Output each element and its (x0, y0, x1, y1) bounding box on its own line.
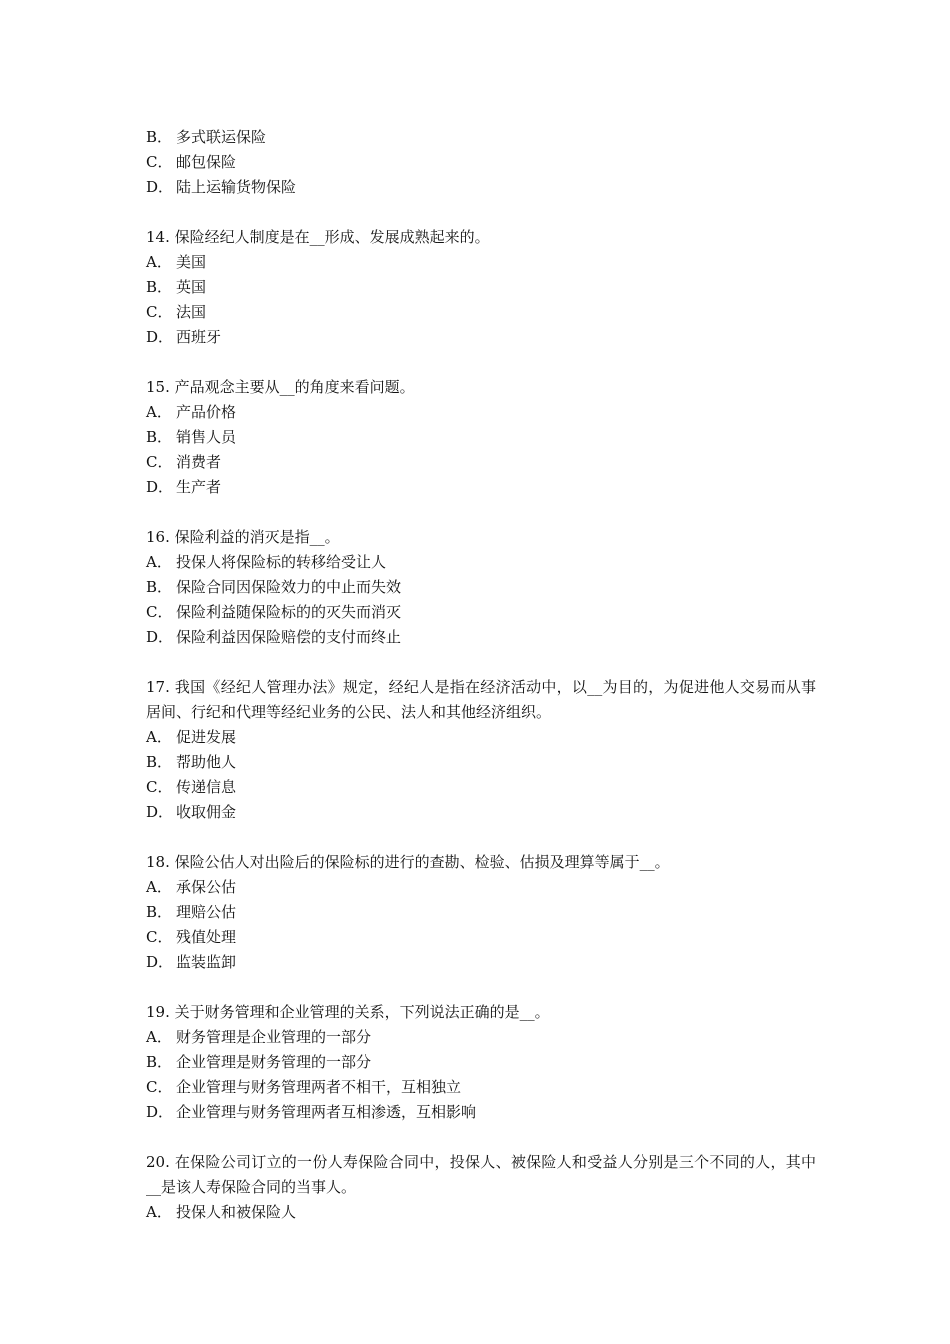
option-a (146, 550, 816, 575)
option-key: A． (146, 253, 172, 271)
option-a (146, 1025, 816, 1050)
option-text: 财务管理是企业管理的一部分 (176, 1028, 372, 1046)
question-14 (146, 225, 816, 350)
option-text: 收取佣金 (176, 803, 237, 821)
option-b (146, 750, 816, 775)
option-key: B． (146, 753, 173, 771)
option-text: 消费者 (176, 453, 222, 471)
question-text: 14. 保险经纪人制度是在__形成、发展成熟起来的。 (146, 228, 490, 246)
option-b (146, 1050, 816, 1075)
option-text: 美国 (176, 253, 207, 271)
option-text: 保险合同因保险效力的中止而失效 (176, 578, 402, 596)
continued-options (146, 125, 816, 200)
option-text: 企业管理是财务管理的一部分 (176, 1053, 372, 1071)
document-page (146, 125, 816, 1225)
option-key: D． (146, 1103, 174, 1121)
option-text: 保险利益因保险赔偿的支付而终止 (176, 628, 402, 646)
option-d (146, 950, 816, 975)
question-text: 18. 保险公估人对出险后的保险标的进行的查勘、检验、估损及理算等属于__。 (146, 853, 670, 871)
option-text: 法国 (176, 303, 207, 321)
option-key: D． (146, 953, 174, 971)
option-c (146, 775, 816, 800)
option-c (146, 1075, 816, 1100)
option-d (146, 625, 816, 650)
option-text: 理赔公估 (176, 903, 237, 921)
option-key: B． (146, 428, 173, 446)
option-key: C． (146, 778, 173, 796)
option-key: D． (146, 178, 174, 196)
question-15 (146, 375, 816, 500)
option-text: 投保人将保险标的转移给受让人 (176, 553, 387, 571)
question-20 (146, 1150, 816, 1225)
option-key: D． (146, 803, 174, 821)
option-text: 英国 (176, 278, 207, 296)
option-key: A． (146, 878, 172, 896)
option-text: 邮包保险 (176, 153, 237, 171)
question-text: 19. 关于财务管理和企业管理的关系，下列说法正确的是__。 (146, 1003, 550, 1021)
option-text: 承保公估 (176, 878, 237, 896)
question-text: 20. 在保险公司订立的一份人寿保险合同中，投保人、被保险人和受益人分别是三个不同的人，其中__是该人寿保险合同的当事人。 (146, 1153, 816, 1196)
option-key: A． (146, 553, 172, 571)
option-a (146, 725, 816, 750)
option-text: 多式联运保险 (176, 128, 267, 146)
option-a (146, 250, 816, 275)
option-key: C． (146, 603, 173, 621)
option-text: 监装监卸 (176, 953, 237, 971)
option-text: 西班牙 (176, 328, 222, 346)
option-text: 企业管理与财务管理两者互相渗透，互相影响 (176, 1103, 477, 1121)
option-text: 保险利益随保险标的的灭失而消灭 (176, 603, 402, 621)
question-17 (146, 675, 816, 825)
question-text: 17. 我国《经纪人管理办法》规定，经纪人是指在经济活动中，以__为目的，为促进他人交易而从事居间、行纪和代理等经纪业务的公民、法人和其他经济组织。 (146, 678, 816, 721)
option-d (146, 1100, 816, 1125)
option-a (146, 400, 816, 425)
option-text: 帮助他人 (176, 753, 237, 771)
option-key: B． (146, 578, 173, 596)
option-key: A． (146, 403, 172, 421)
option-b (146, 125, 816, 150)
option-key: C． (146, 303, 173, 321)
option-text: 传递信息 (176, 778, 237, 796)
option-key: B． (146, 128, 173, 146)
option-key: B． (146, 1053, 173, 1071)
option-key: A． (146, 1203, 172, 1221)
option-text: 投保人和被保险人 (176, 1203, 297, 1221)
question-text: 16. 保险利益的消灭是指__。 (146, 528, 340, 546)
option-b (146, 575, 816, 600)
option-key: C． (146, 153, 173, 171)
option-key: D． (146, 328, 174, 346)
option-a (146, 1200, 816, 1225)
question-19 (146, 1000, 816, 1125)
option-text: 企业管理与财务管理两者不相干，互相独立 (176, 1078, 462, 1096)
question-text: 15. 产品观念主要从__的角度来看问题。 (146, 378, 415, 396)
option-b (146, 275, 816, 300)
option-text: 促进发展 (176, 728, 237, 746)
option-b (146, 425, 816, 450)
option-key: C． (146, 928, 173, 946)
option-text: 陆上运输货物保险 (176, 178, 297, 196)
option-key: C． (146, 1078, 173, 1096)
option-c (146, 600, 816, 625)
option-key: A． (146, 728, 172, 746)
option-d (146, 475, 816, 500)
question-18 (146, 850, 816, 975)
option-text: 生产者 (176, 478, 222, 496)
option-key: A． (146, 1028, 172, 1046)
option-key: D． (146, 628, 174, 646)
option-d (146, 325, 816, 350)
option-c (146, 300, 816, 325)
option-key: C． (146, 453, 173, 471)
option-key: D． (146, 478, 174, 496)
option-c (146, 925, 816, 950)
option-text: 产品价格 (176, 403, 237, 421)
option-text: 销售人员 (176, 428, 237, 446)
question-16 (146, 525, 816, 650)
option-b (146, 900, 816, 925)
option-c (146, 150, 816, 175)
option-key: B． (146, 903, 173, 921)
option-d (146, 800, 816, 825)
option-key: B． (146, 278, 173, 296)
option-c (146, 450, 816, 475)
option-d (146, 175, 816, 200)
option-text: 残值处理 (176, 928, 237, 946)
option-a (146, 875, 816, 900)
